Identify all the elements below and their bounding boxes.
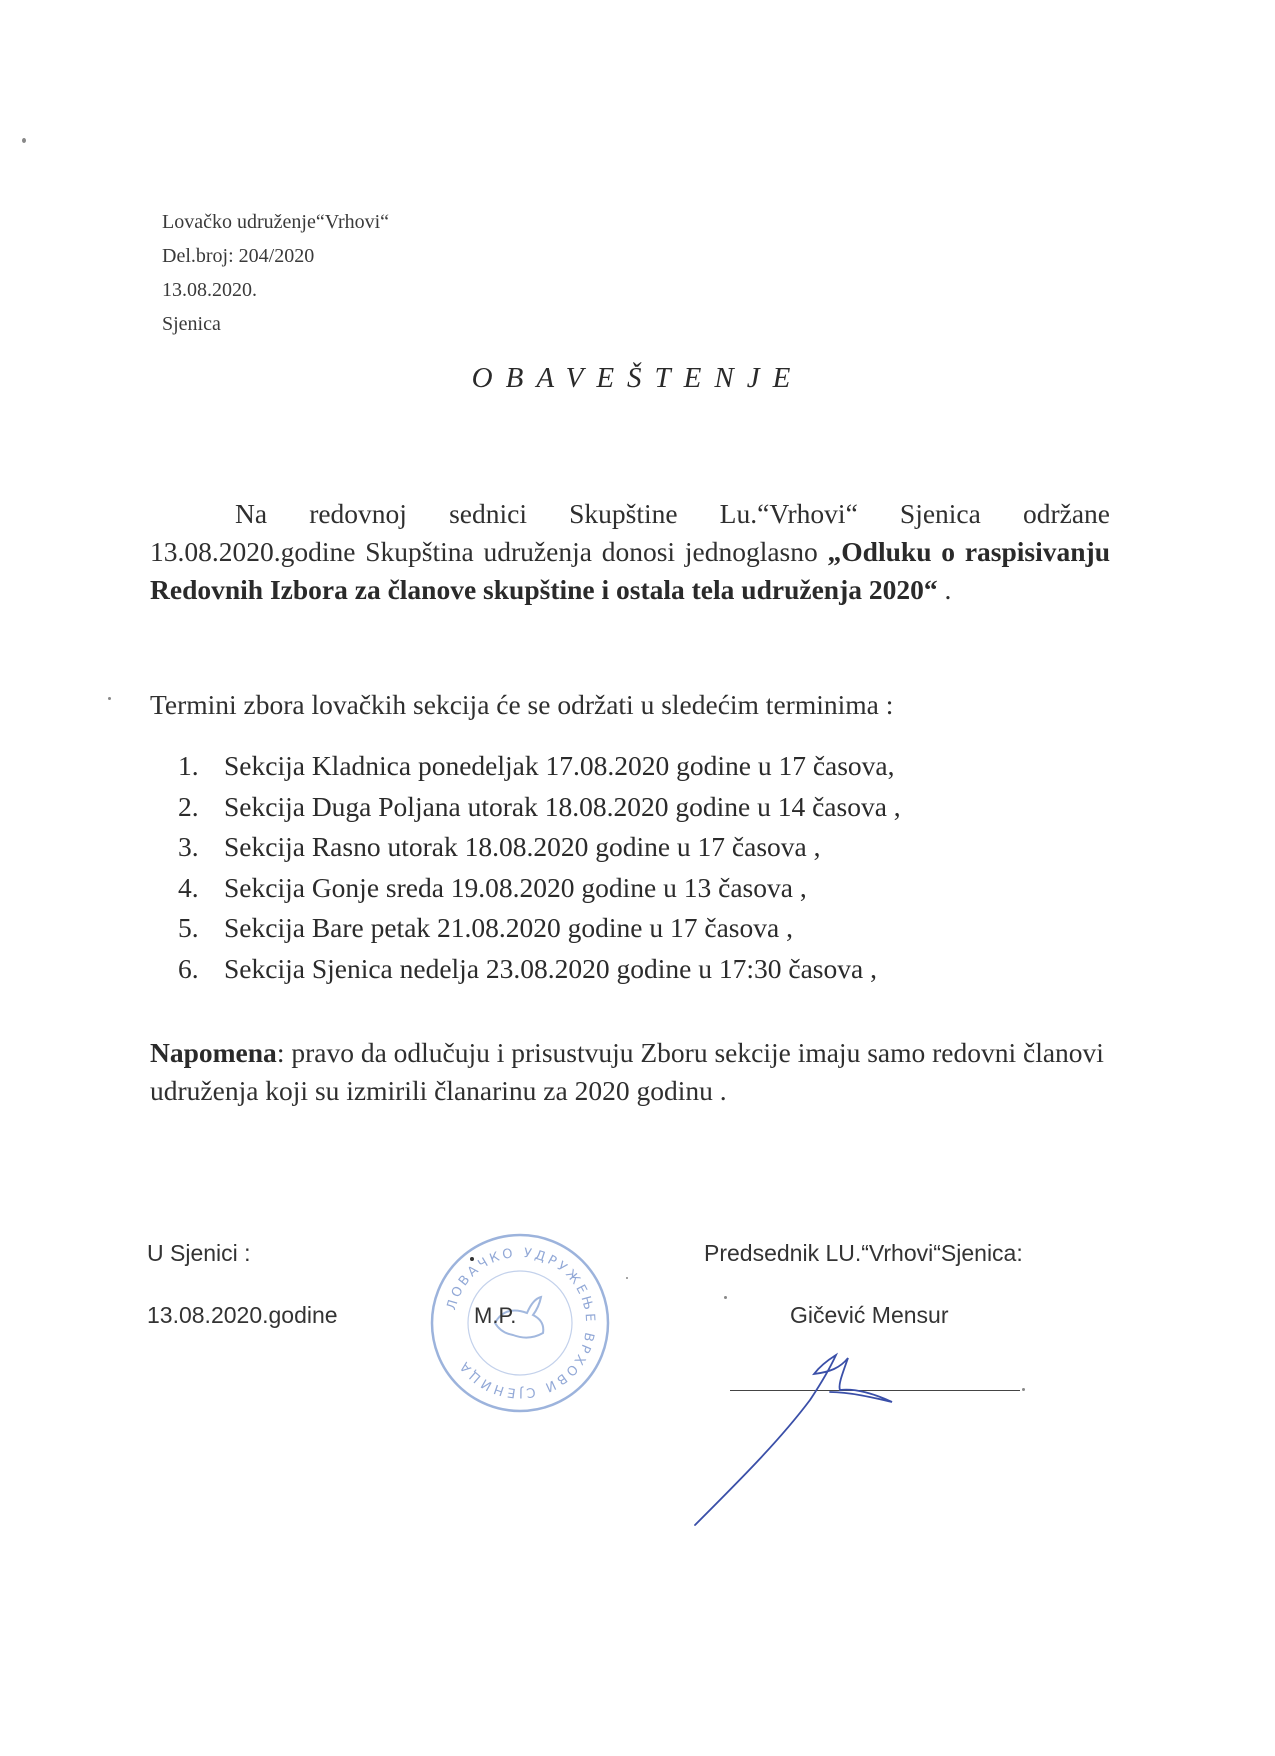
list-item-text: Sekcija Kladnica ponedeljak 17.08.2020 godine u 17 časova, xyxy=(224,750,895,781)
note-paragraph xyxy=(150,1034,1110,1110)
intro-text-end: . xyxy=(937,574,952,605)
list-item-text: Sekcija Rasno utorak 18.08.2020 godine u 17 časova , xyxy=(224,831,821,862)
decision-title: „Odluku o raspisivanju Redovnih Izbora za članove skupštine i ostala tela udruženja 2020“ xyxy=(150,536,1111,605)
list-item-number: 2. xyxy=(178,790,199,822)
list-item xyxy=(178,908,901,949)
scan-speck xyxy=(470,1257,474,1261)
city: Sjenica xyxy=(162,313,221,335)
list-item-number: 5. xyxy=(178,912,199,943)
scan-speck xyxy=(724,1296,727,1299)
scan-speck xyxy=(22,138,26,143)
signing-place: U Sjenici : xyxy=(147,1240,251,1266)
note-label: Napomena xyxy=(150,1037,277,1068)
stamp-seal xyxy=(425,1228,615,1418)
svg-text:ЛОВАЧКО УДРУЖЕЊЕ ВРХОВИ СЈЕНИЦ xyxy=(444,1246,597,1400)
intro-paragraph xyxy=(150,495,1110,609)
terms-intro: Termini zbora lovačkih sekcija će se održati u sledećim terminima : xyxy=(150,689,894,720)
stamp-label: M.P. xyxy=(474,1303,517,1328)
list-item xyxy=(178,868,901,909)
reference-number: Del.broj: 204/2020 xyxy=(162,245,315,267)
document-date: 13.08.2020. xyxy=(162,279,257,301)
list-item xyxy=(178,787,901,828)
scan-speck xyxy=(626,1277,628,1279)
session-list xyxy=(178,746,901,989)
list-item-text: Sekcija Bare petak 21.08.2020 godine u 17 časova , xyxy=(224,912,793,943)
page-title: OBAVEŠTENJE xyxy=(471,362,804,394)
list-item-number: 6. xyxy=(178,952,199,984)
list-item-text: Sekcija Sjenica nedelja 23.08.2020 godine u 17:30 časova , xyxy=(224,952,877,984)
list-item-number: 1. xyxy=(178,750,199,781)
signing-date: 13.08.2020.godine xyxy=(147,1302,338,1328)
intro-text-start: Na redovnoj sednici Skupštine Lu.“Vrhovi“ Sjenica održane 13.08.2020.godine Skupština udruženja donosi jednoglasno xyxy=(150,498,1110,567)
president-name: Gičević Mensur xyxy=(790,1302,949,1328)
list-item-number: 3. xyxy=(178,831,199,862)
organization-name: Lovačko udruženje“Vrhovi“ xyxy=(162,211,390,233)
stamp-ring-text: ЛОВАЧКО УДРУЖЕЊЕ ВРХОВИ СЈЕНИЦА xyxy=(444,1245,598,1401)
note-text: : pravo da odlučuju i prisustvuju Zboru sekcije imaju samo redovni članovi udruženja koji su izmirili članarinu za 2020 godinu . xyxy=(150,1037,1104,1106)
list-item xyxy=(178,827,901,868)
list-item-number: 4. xyxy=(178,871,199,903)
list-item-text: Sekcija Gonje sreda 19.08.2020 godine u 13 časova , xyxy=(224,871,807,903)
list-item-text: Sekcija Duga Poljana utorak 18.08.2020 godine u 14 časova , xyxy=(224,790,901,822)
scan-speck xyxy=(108,697,111,700)
signature xyxy=(680,1330,940,1530)
signature-line-dot xyxy=(1022,1388,1025,1391)
president-title: Predsednik LU.“Vrhovi“Sjenica: xyxy=(704,1240,1023,1266)
list-item xyxy=(178,746,901,787)
list-item xyxy=(178,949,901,990)
